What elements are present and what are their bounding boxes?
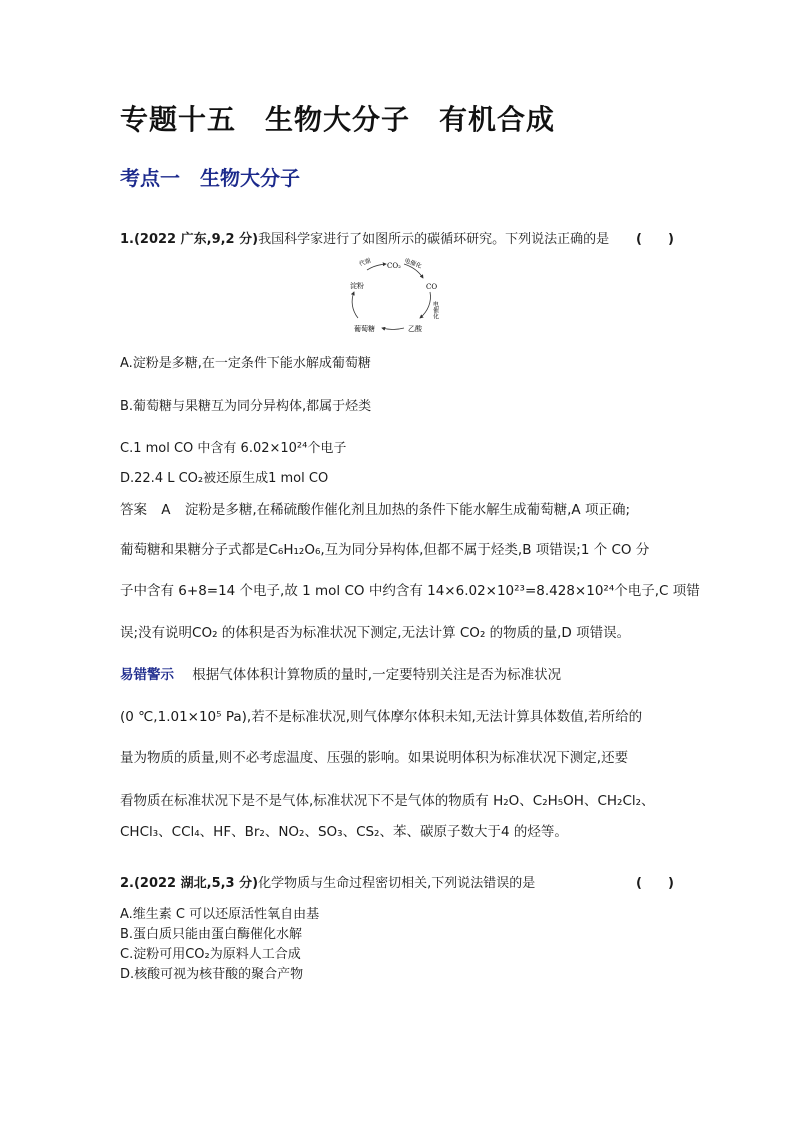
- warning-label: 易错警示: [120, 667, 174, 683]
- question-2-stem: [120, 872, 535, 891]
- question-1-number: 1.: [120, 232, 134, 247]
- warning-text-3: 量为物质的质量,则不必考虑温度、压强的影响。如果说明体积为标准状况下测定,还要: [120, 750, 629, 766]
- answer-letter: A: [161, 502, 171, 518]
- question-2-source: (2022 湖北,5,3 分): [133, 876, 259, 891]
- answer-explanation-2: 葡萄糖和果糖分子式都是C₆H₁₂O₆,互为同分异构体,但都不属于烃类,B 项错误;1 个 CO 分: [120, 542, 650, 558]
- answer-label: 答案: [120, 502, 147, 518]
- cycle-arrow-acetic-glucose: [382, 328, 404, 329]
- question-2-answer-paren: ( ): [636, 876, 674, 891]
- page-title: 专题十五 生物大分子 有机合成: [120, 103, 556, 136]
- question-1-stem: [120, 228, 609, 247]
- question-1-text: 我国科学家进行了如图所示的碳循环研究。下列说法正确的是: [258, 232, 610, 247]
- warning-text-5: CHCl₃、CCl₄、HF、Br₂、NO₂、SO₃、CS₂、苯、碳原子数大于4 的烃等。: [120, 824, 568, 840]
- question-1-option-b: B.葡萄糖与果糖互为同分异构体,都属于烃类: [120, 399, 372, 414]
- question-2-option-a: A.维生素 C 可以还原活性氧自由基: [120, 907, 320, 922]
- carbon-cycle-diagram: [340, 256, 450, 336]
- question-1-option-c: C.1 mol CO 中含有 6.02×10²⁴个电子: [120, 441, 347, 456]
- section-heading: 考点一 生物大分子: [120, 166, 300, 190]
- answer-line-1: [120, 498, 630, 518]
- label-metabolism: 代谢: [358, 257, 372, 268]
- cycle-arrow-starch-co2: [367, 264, 386, 270]
- question-1-option-a: A.淀粉是多糖,在一定条件下能水解成葡萄糖: [120, 356, 371, 371]
- question-1-source: (2022 广东,9,2 分): [133, 232, 259, 247]
- label-co2: CO₂: [387, 262, 401, 270]
- label-electrocatalysis-2: 电催化: [431, 301, 439, 319]
- question-2-number: 2.: [120, 876, 134, 891]
- answer-explanation-4: 误;没有说明CO₂ 的体积是否为标准状况下测定,无法计算 CO₂ 的物质的量,D 项错误。: [120, 625, 631, 641]
- question-2-text: 化学物质与生命过程密切相关,下列说法错误的是: [258, 876, 536, 891]
- label-electrocatalysis-1: 电催化: [403, 257, 423, 271]
- warning-line-1: [120, 663, 561, 683]
- label-acetic: 乙酸: [408, 325, 422, 333]
- warning-text-1: 根据气体体积计算物质的量时,一定要特别关注是否为标准状况: [192, 667, 562, 683]
- label-starch: 淀粉: [350, 282, 364, 290]
- warning-text-4: 看物质在标准状况下是不是气体,标准状况下不是气体的物质有 H₂O、C₂H₅OH、CH₂Cl₂、: [120, 793, 655, 809]
- warning-text-2: (0 ℃,1.01×10⁵ Pa),若不是标准状况,则气体摩尔体积未知,无法计算具体数值,若所给的: [120, 709, 643, 725]
- question-1-option-d: D.22.4 L CO₂被还原生成1 mol CO: [120, 471, 329, 486]
- question-2-option-b: B.蛋白质只能由蛋白酶催化水解: [120, 927, 303, 942]
- question-1-answer-paren: ( ): [636, 232, 674, 247]
- label-glucose: 葡萄糖: [354, 325, 375, 333]
- answer-explanation-1: 淀粉是多糖,在稀硫酸作催化剂且加热的条件下能水解生成葡萄糖,A 项正确;: [184, 502, 631, 518]
- question-2-option-d: D.核酸可视为核苷酸的聚合产物: [120, 967, 304, 982]
- answer-explanation-3: 子中含有 6+8=14 个电子,故 1 mol CO 中约含有 14×6.02×10²³=8.428×10²⁴个电子,C 项错: [120, 583, 700, 599]
- label-co: CO: [426, 283, 438, 291]
- cycle-arrow-glucose-starch: [352, 292, 358, 318]
- question-2-option-c: C.淀粉可用CO₂为原料人工合成: [120, 947, 301, 962]
- cycle-arrow-co-acetic: [420, 292, 430, 318]
